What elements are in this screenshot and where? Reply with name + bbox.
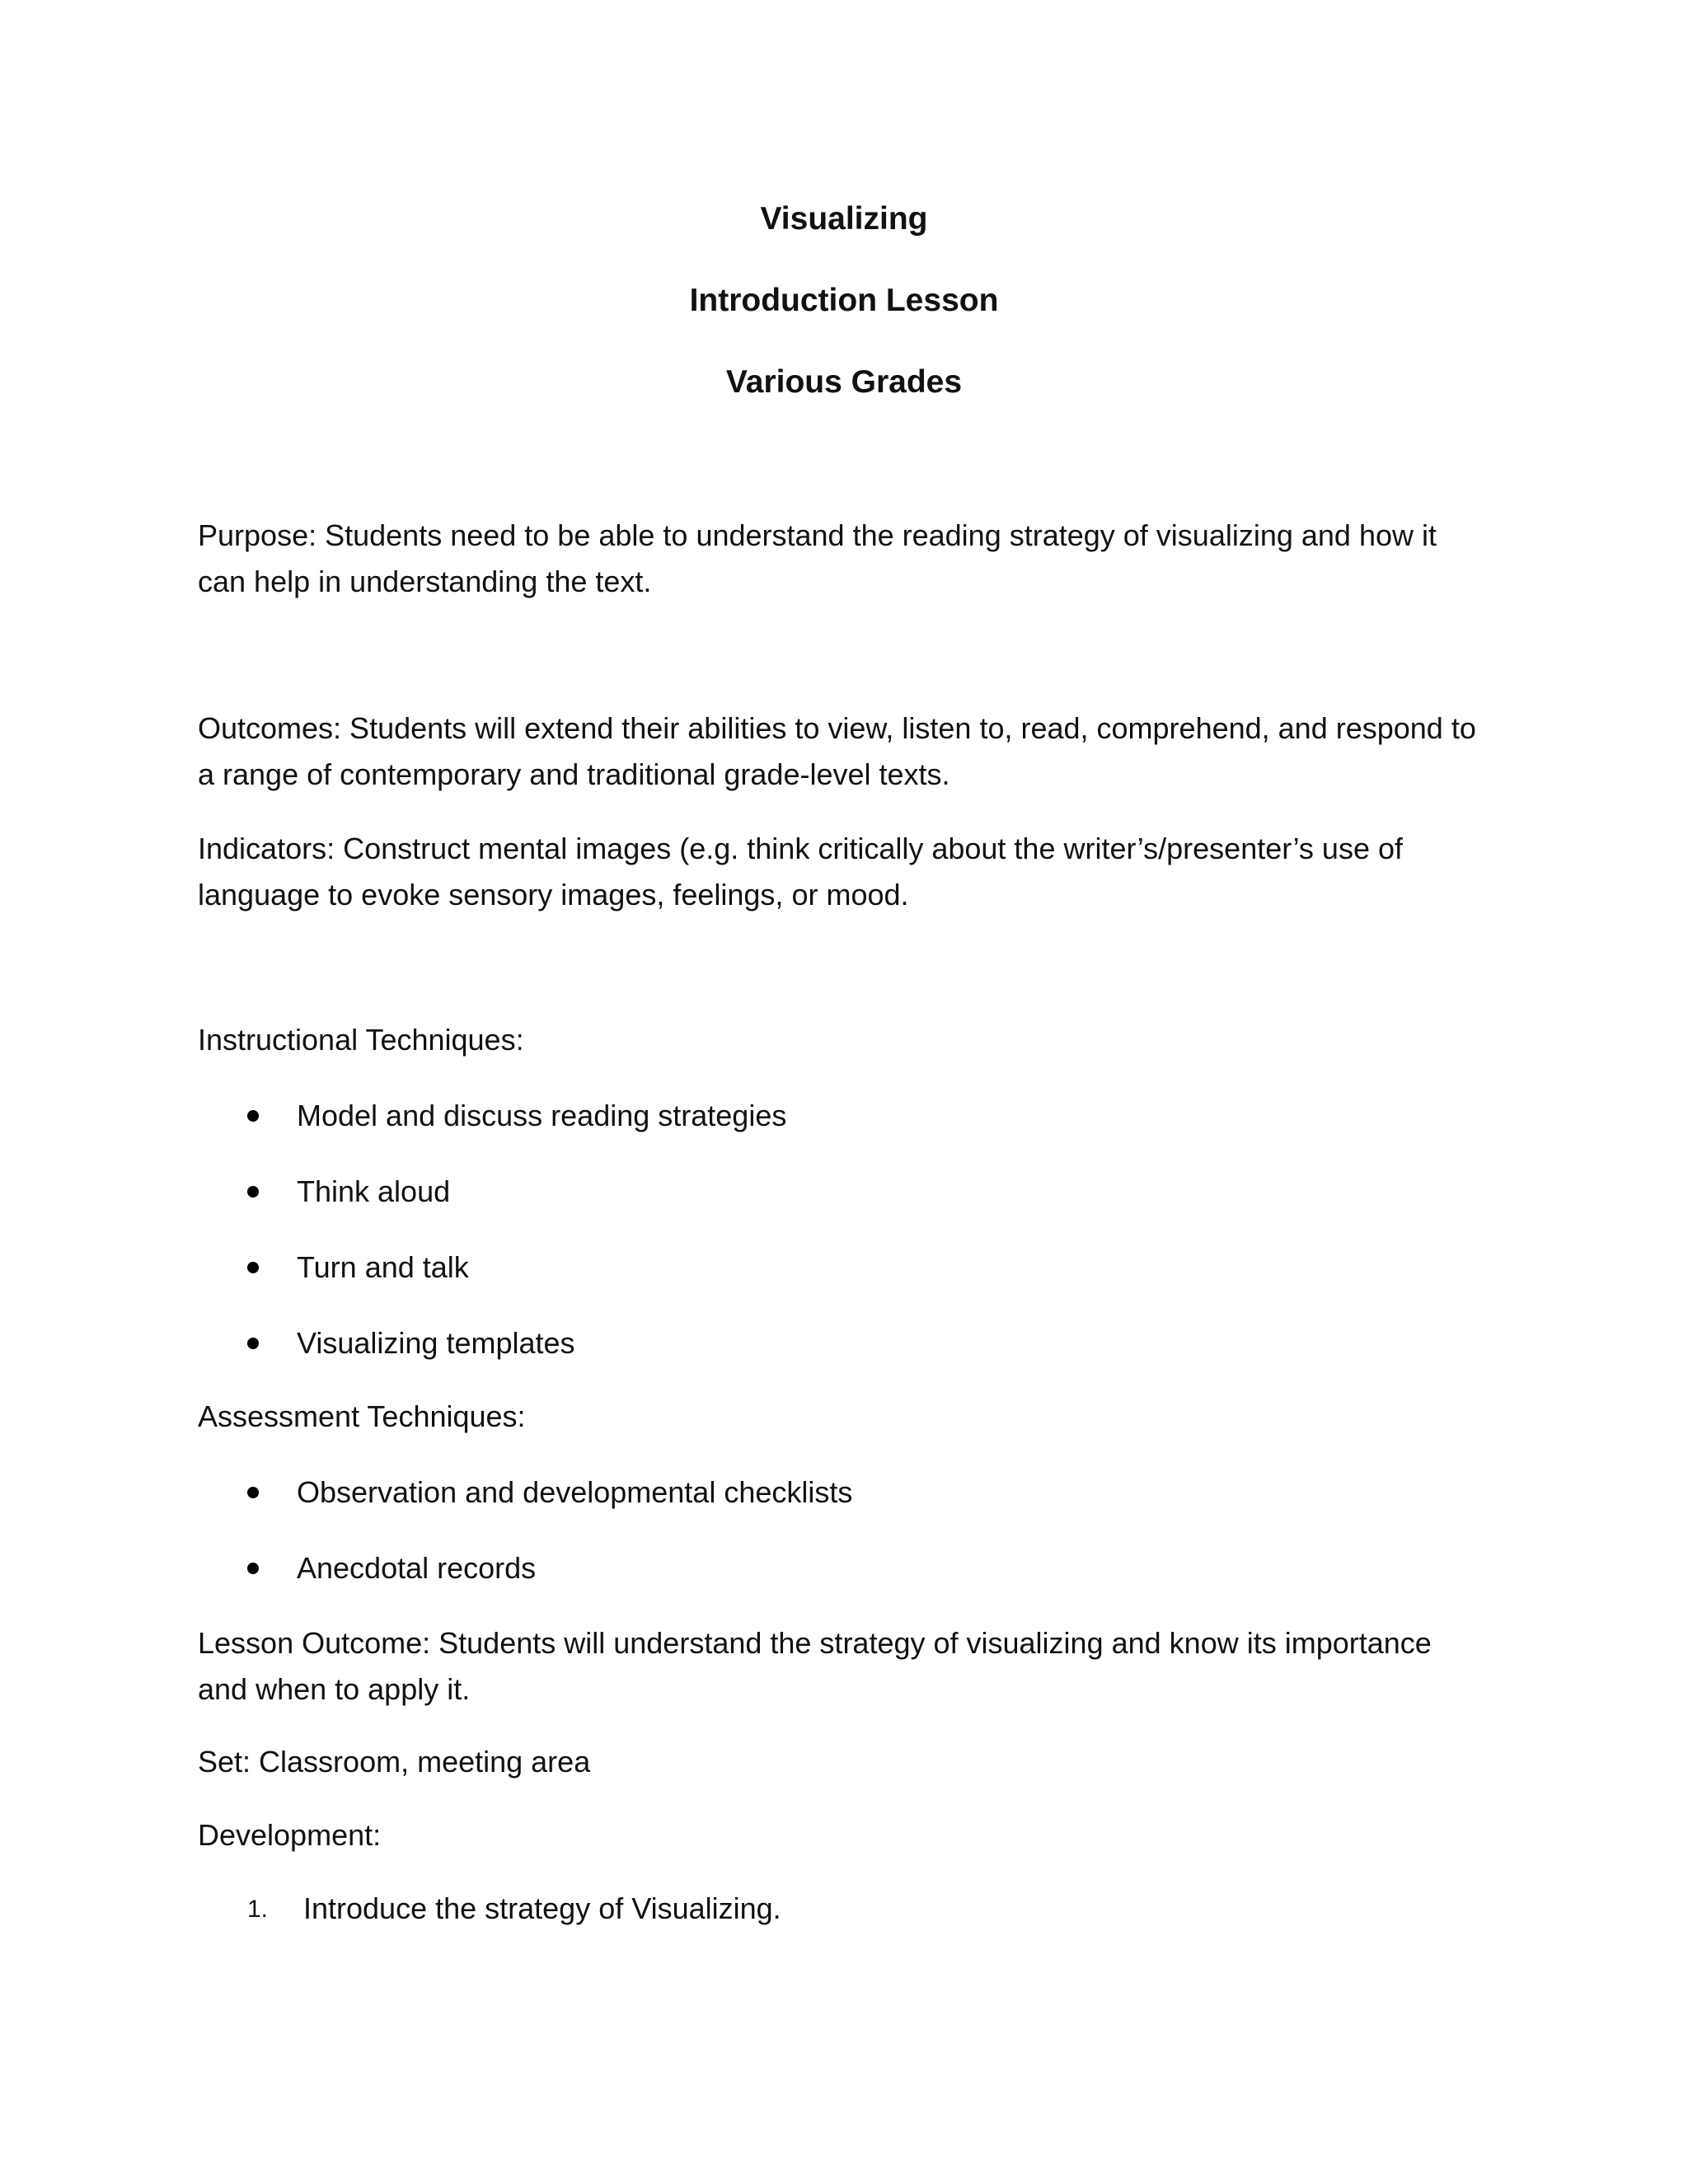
list-number: 1. (247, 1896, 269, 1923)
bullet-icon (247, 1338, 259, 1349)
list-item-text: Observation and developmental checklists (297, 1475, 853, 1509)
document-title: Visualizing (760, 201, 928, 237)
grades-subtitle: Various Grades (725, 364, 963, 400)
bullet-icon (247, 1262, 259, 1273)
lesson-subtitle: Introduction Lesson (689, 283, 999, 318)
bullet-icon (247, 1563, 259, 1574)
list-item-text: Introduce the strategy of Visualizing. (303, 1891, 781, 1925)
list-item-text: Model and discuss reading strategies (297, 1099, 787, 1132)
purpose-paragraph: Purpose: Students need to be able to understand the reading strategy of visualizing and how it can help in understanding the text. (198, 518, 1437, 598)
assessment-techniques-heading: Assessment Techniques: (198, 1399, 526, 1433)
bullet-icon (247, 1110, 259, 1122)
set-line: Set: Classroom, meeting area (198, 1745, 591, 1779)
list-item-text: Turn and talk (297, 1250, 469, 1284)
bullet-icon (247, 1186, 259, 1197)
list-item-text: Anecdotal records (297, 1551, 537, 1585)
instructional-techniques-heading: Instructional Techniques: (198, 1023, 524, 1057)
lesson-outcome-paragraph: Lesson Outcome: Students will understand the strategy of visualizing and know its importance and when to apply it. (198, 1626, 1432, 1706)
outcomes-paragraph: Outcomes: Students will extend their abilities to view, listen to, read, comprehend, and respond to a range of contemporary and traditional grade-level texts. (198, 711, 1476, 791)
list-item-text: Visualizing templates (297, 1326, 575, 1360)
bullet-icon (247, 1487, 259, 1498)
development-heading: Development: (198, 1818, 382, 1852)
list-item-text: Think aloud (297, 1174, 451, 1208)
indicators-paragraph: Indicators: Construct mental images (e.g. think critically about the writer’s/presenter’s use of language to evoke sensory images, feelings, or mood. (198, 832, 1403, 912)
